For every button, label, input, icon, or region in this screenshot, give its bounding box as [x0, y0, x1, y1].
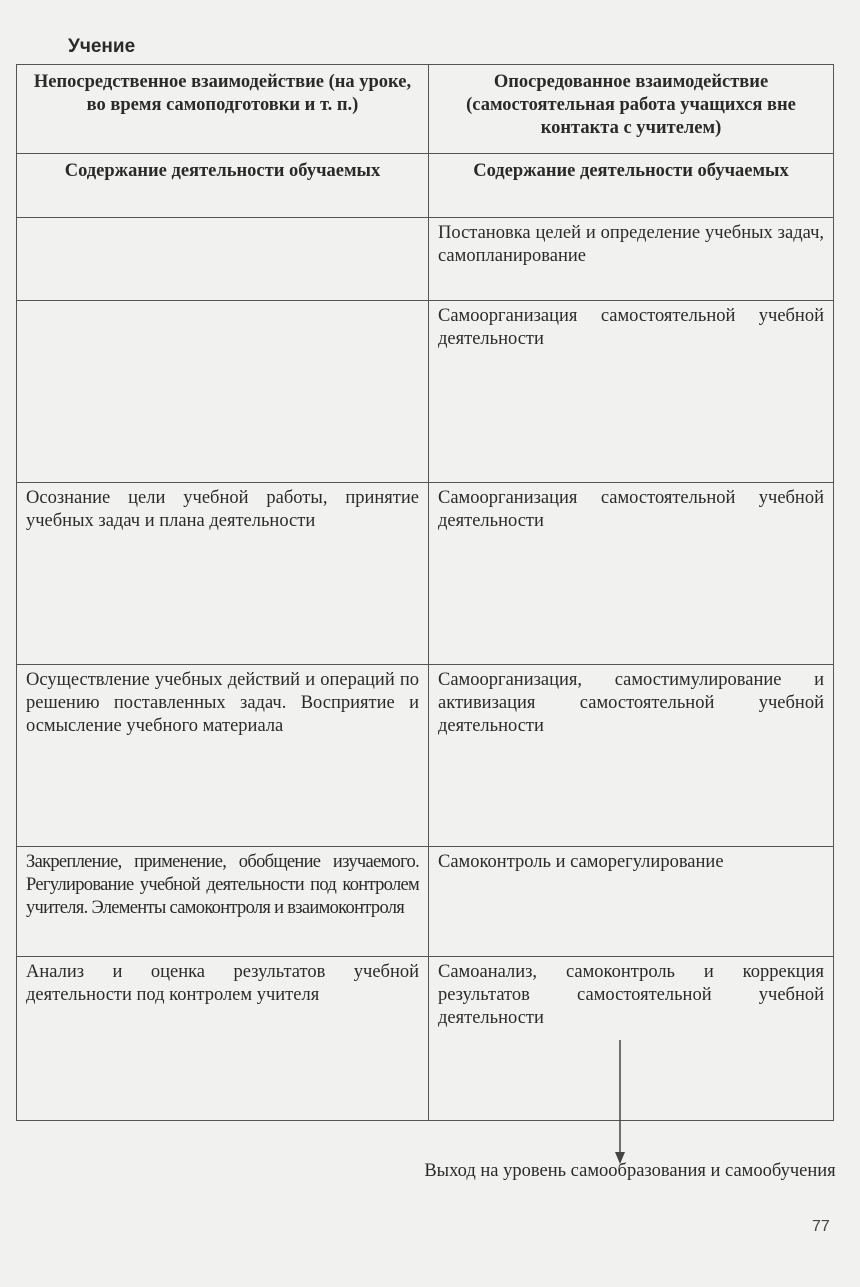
down-arrow-icon — [600, 1040, 640, 1164]
subheader-right: Содержание деятельности обучаемых — [429, 154, 834, 218]
page-number: 77 — [812, 1218, 830, 1235]
table-row — [17, 957, 834, 1121]
table-cell-left — [17, 301, 429, 483]
table-cell-left — [17, 218, 429, 301]
table-cell-left: Осознание цели учебной работы, принятие учебных задач и плана деятельности — [17, 483, 429, 665]
table-cell-right: Самоанализ, самоконтроль и коррекция результатов самостоятельной учебной деятельности — [429, 957, 834, 1121]
table-cell-right: Постановка целей и определение учебных задач, самопланирование — [429, 218, 834, 301]
table-row — [17, 847, 834, 957]
table-cell-right: Самоорганизация самостоятельной учебной деятельности — [429, 301, 834, 483]
table-cell-left: Осуществление учебных действий и операций по решению поставленных задач. Восприятие и осмысление учебного материала — [17, 665, 429, 847]
table-row — [17, 218, 834, 301]
header-mediated-interaction: Опосредованное взаимодействие (самостоятельная работа учащихся вне контакта с учителем) — [429, 65, 834, 154]
header-direct-interaction: Непосредственное взаимодействие (на уроке, во время самоподготовки и т. п.) — [17, 65, 429, 154]
table-subheader-row — [17, 154, 834, 218]
footer-note: Выход на уровень самообразования и самообучения — [424, 1161, 836, 1181]
table-row — [17, 483, 834, 665]
table-row — [17, 665, 834, 847]
interaction-table — [16, 64, 834, 1121]
table-cell-left: Закрепление, применение, обобщение изучаемого. Регулирование учебной деятельности под контролем учителя. Элементы самоконтроля и взаимоконтроля — [17, 847, 429, 957]
table-cell-left: Анализ и оценка результатов учебной деятельности под контролем учителя — [17, 957, 429, 1121]
subheader-left: Содержание деятельности обучаемых — [17, 154, 429, 218]
table-row — [17, 301, 834, 483]
table-cell-right: Самоорганизация самостоятельной учебной деятельности — [429, 483, 834, 665]
table-cell-right: Самоорганизация, самостимулирование и активизация самостоятельной учебной деятельности — [429, 665, 834, 847]
table-header-row — [17, 65, 834, 154]
section-heading: Учение — [68, 36, 136, 57]
table-cell-right: Самоконтроль и саморегулирование — [429, 847, 834, 957]
